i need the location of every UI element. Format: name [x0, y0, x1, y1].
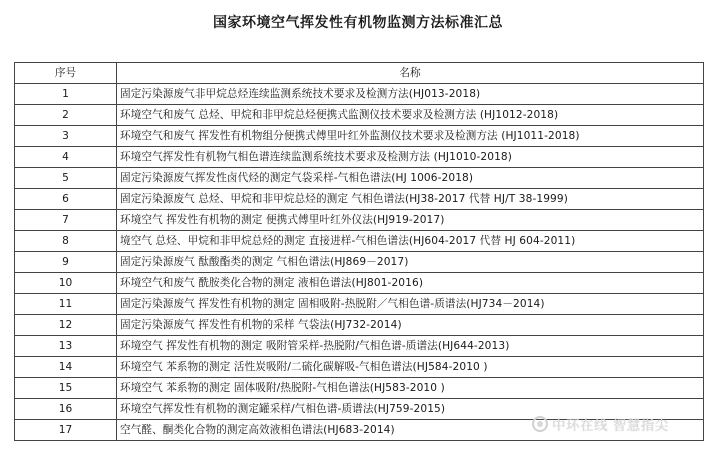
table-header-row [15, 63, 704, 84]
table-row [15, 378, 704, 399]
standard-name: 环境空气和废气 酰胺类化合物的测定 液相色谱法(HJ801-2016) [117, 273, 704, 294]
table-row [15, 336, 704, 357]
watermark [532, 414, 669, 434]
standard-name: 环境空气和废气 挥发性有机物组分便携式傅里叶红外监测仪技术要求及检测方法 (HJ1011-2018) [117, 126, 704, 147]
table-row [15, 252, 704, 273]
standards-table [14, 62, 704, 441]
standard-name: 环境空气和废气 总烃、甲烷和非甲烷总烃便携式监测仪技术要求及检测方法 (HJ1012-2018) [117, 105, 704, 126]
table-row [15, 231, 704, 252]
watermark-text: 中环在线 智慧指尖 [552, 418, 669, 434]
table-row [15, 357, 704, 378]
standard-name: 固定污染源废气 挥发性有机物的测定 固相吸附-热脱附／气相色谱-质谱法(HJ734－2014) [117, 294, 704, 315]
row-number: 1 [15, 84, 117, 105]
table-row [15, 294, 704, 315]
table-row [15, 168, 704, 189]
table-row [15, 315, 704, 336]
row-number: 2 [15, 105, 117, 126]
standard-name: 固定污染源废气 总烃、甲烷和非甲烷总烃的测定 气相色谱法(HJ38-2017 代替 HJ/T 38-1999) [117, 189, 704, 210]
standard-name: 境空气 总烃、甲烷和非甲烷总烃的测定 直接进样-气相色谱法(HJ604-2017 代替 HJ 604-2011) [117, 231, 704, 252]
row-number: 6 [15, 189, 117, 210]
standard-name: 环境空气挥发性有机物气相色谱连续监测系统技术要求及检测方法 (HJ1010-2018) [117, 147, 704, 168]
row-number: 3 [15, 126, 117, 147]
table-row [15, 147, 704, 168]
row-number: 12 [15, 315, 117, 336]
row-number: 16 [15, 399, 117, 420]
wechat-channel-icon [532, 416, 548, 432]
document-title: 国家环境空气挥发性有机物监测方法标准汇总 [213, 15, 503, 31]
row-number: 17 [15, 420, 117, 441]
standard-name: 环境空气 挥发性有机物的测定 便携式傅里叶红外仪法(HJ919-2017) [117, 210, 704, 231]
standard-name: 环境空气 苯系物的测定 活性炭吸附/二硫化碳解吸-气相色谱法(HJ584-2010 ) [117, 357, 704, 378]
column-header-number: 序号 [15, 63, 117, 84]
standard-name: 固定污染源废气 挥发性有机物的采样 气袋法(HJ732-2014) [117, 315, 704, 336]
standard-name: 空气醛、酮类化合物的测定高效液相色谱法(HJ683-2014) [117, 420, 704, 441]
table-row [15, 105, 704, 126]
row-number: 5 [15, 168, 117, 189]
row-number: 10 [15, 273, 117, 294]
row-number: 14 [15, 357, 117, 378]
column-header-name: 名称 [117, 63, 704, 84]
standard-name: 固定污染源废气 酞酸酯类的测定 气相色谱法(HJ869－2017) [117, 252, 704, 273]
table-row [15, 273, 704, 294]
row-number: 9 [15, 252, 117, 273]
row-number: 7 [15, 210, 117, 231]
standard-name: 环境空气挥发性有机物的测定罐采样/气相色谱-质谱法(HJ759-2015) [117, 399, 704, 420]
standard-name: 固定污染源废气非甲烷总烃连续监测系统技术要求及检测方法(HJ013-2018) [117, 84, 704, 105]
row-number: 4 [15, 147, 117, 168]
standard-name: 环境空气 挥发性有机物的测定 吸附管采样-热脱附/气相色谱-质谱法(HJ644-2013) [117, 336, 704, 357]
table-row [15, 189, 704, 210]
standard-name: 固定污染源废气挥发性卤代烃的测定气袋采样-气相色谱法(HJ 1006-2018) [117, 168, 704, 189]
row-number: 11 [15, 294, 117, 315]
standard-name: 环境空气 苯系物的测定 固体吸附/热脱附-气相色谱法(HJ583-2010 ) [117, 378, 704, 399]
row-number: 13 [15, 336, 117, 357]
table-row [15, 84, 704, 105]
row-number: 15 [15, 378, 117, 399]
table-row [15, 126, 704, 147]
row-number: 8 [15, 231, 117, 252]
table-row [15, 210, 704, 231]
